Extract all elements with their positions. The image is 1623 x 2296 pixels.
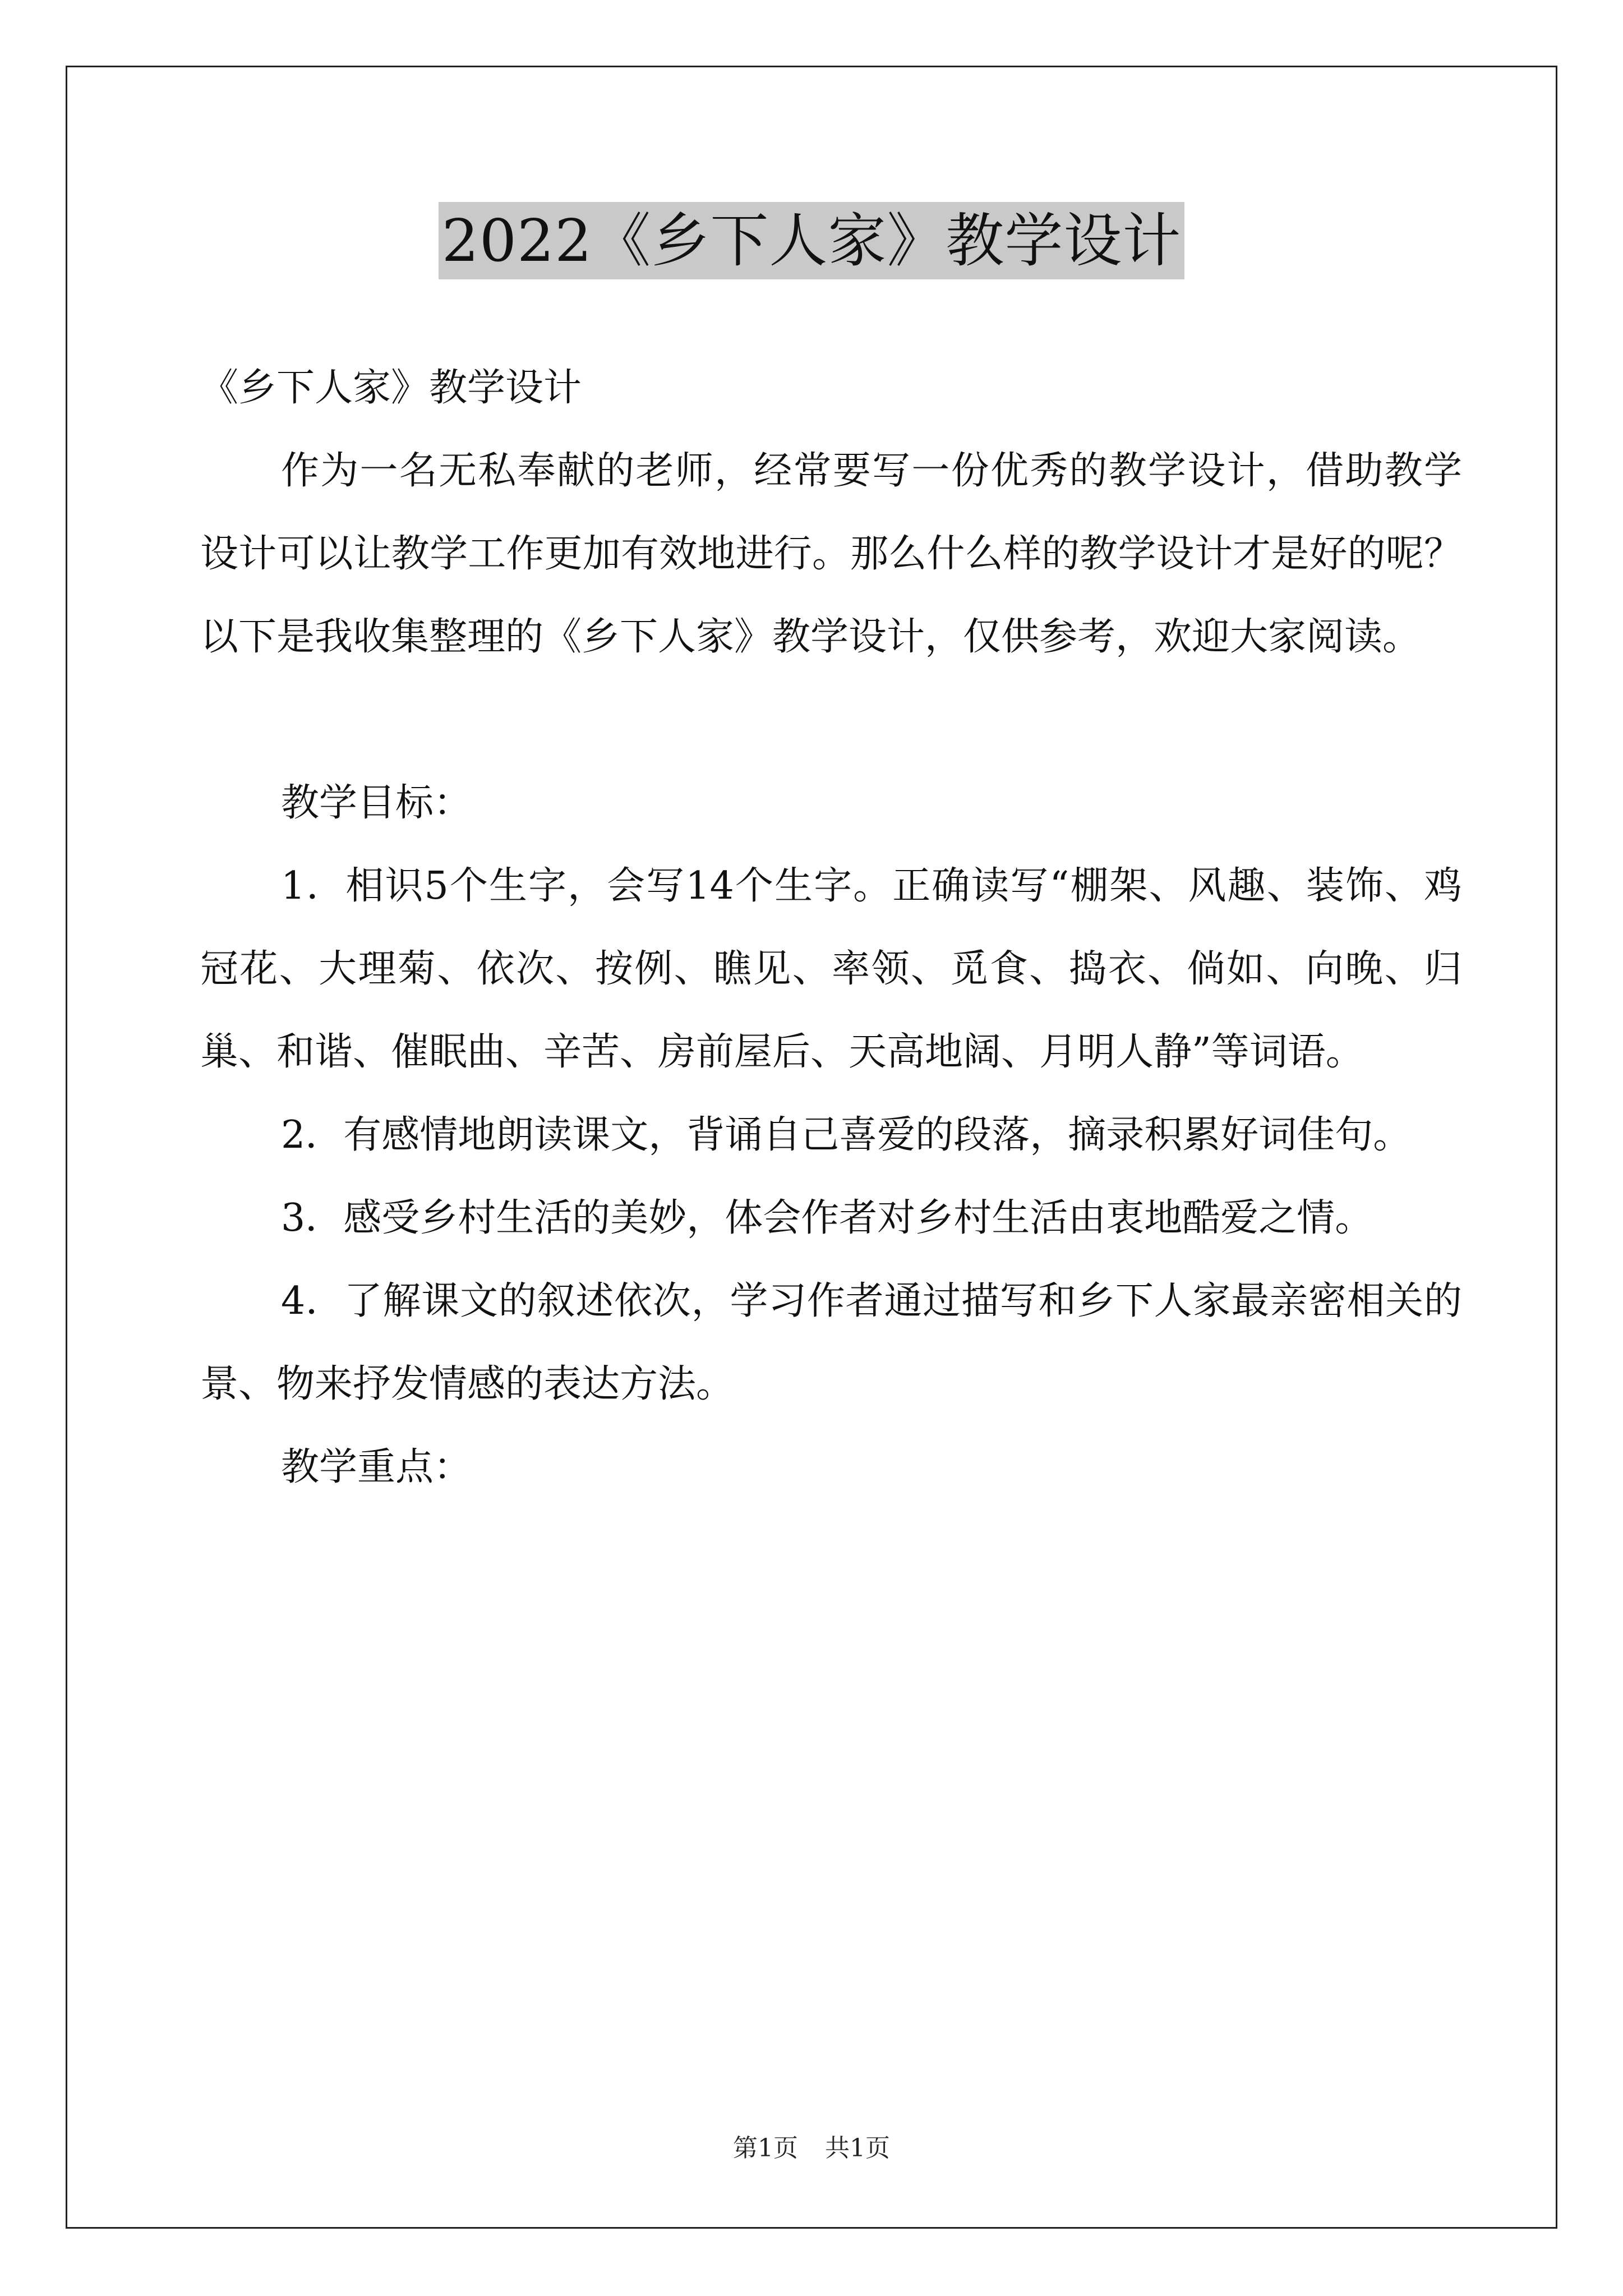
page-footer [0, 2132, 1623, 2165]
objective-item-3: 3．感受乡村生活的美妙，体会作者对乡村生活由衷地酷爱之情。 [281, 1196, 1373, 1240]
document-title: 2022《乡下人家》教学设计 [439, 202, 1185, 279]
document-subtitle: 《乡下人家》教学设计 [200, 366, 582, 410]
objective-item-4: 4．了解课文的叙述依次，学习作者通过描写和乡下人家最亲密相关的景、物来抒发情感的表达方法。 [200, 1279, 1462, 1406]
blank-line [200, 679, 1462, 762]
key-points-heading: 教学重点： [281, 1445, 472, 1489]
title-block [0, 202, 1623, 279]
page-number-current: 第1页 [733, 2134, 798, 2162]
page-number-total: 共1页 [825, 2134, 890, 2162]
intro-paragraph: 作为一名无私奉献的老师，经常要写一份优秀的教学设计，借助教学设计可以让教学工作更加有效地进行。那么什么样的教学设计才是好的呢？以下是我收集整理的《乡下人家》教学设计，仅供参考，欢迎大家阅读。 [200, 449, 1462, 659]
objective-item-2: 2．有感情地朗读课文，背诵自己喜爱的段落，摘录积累好词佳句。 [281, 1113, 1412, 1157]
document-body [200, 347, 1462, 1509]
objectives-heading: 教学目标： [281, 781, 472, 825]
objective-item-1: 1．相识5个生字，会写14个生字。正确读写“棚架、风趣、装饰、鸡冠花、大理菊、依次、按例、瞧见、率领、觅食、捣衣、倘如、向晚、归巢、和谐、催眠曲、辛苦、房前屋后、天高地阔、月明人静”等词语。 [200, 864, 1462, 1074]
